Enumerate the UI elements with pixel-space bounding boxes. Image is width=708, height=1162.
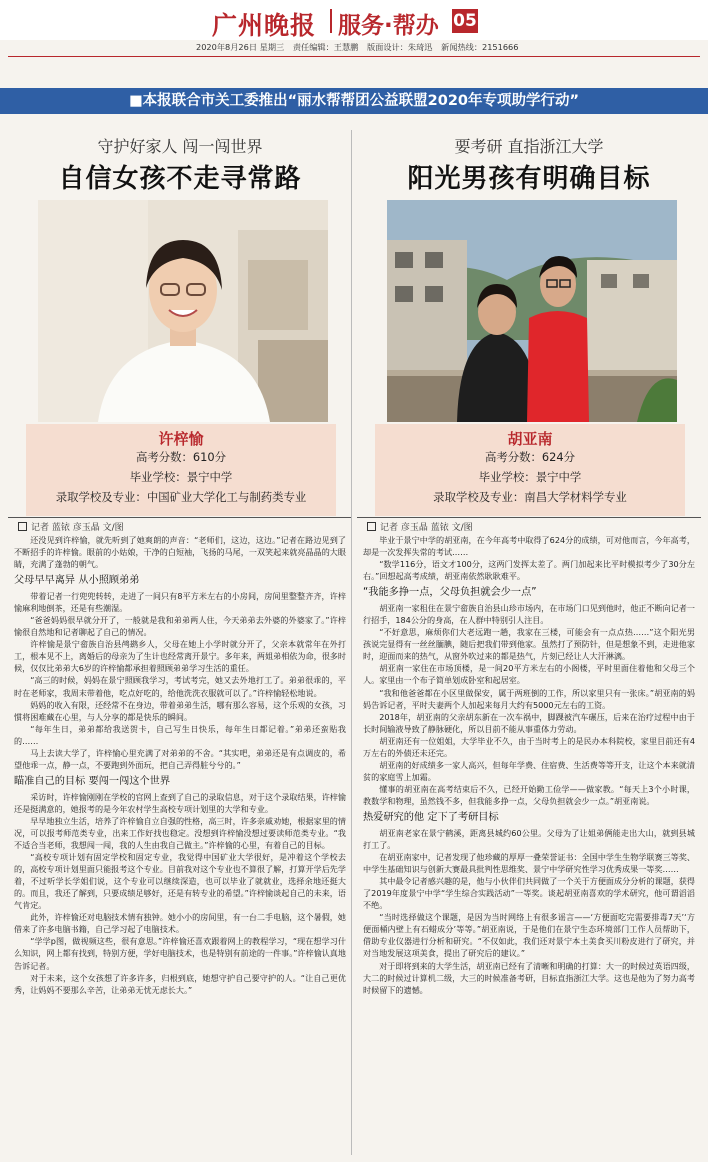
- masthead-meta: [196, 42, 524, 53]
- paragraph: “数学116分，语文才100分，这两门发挥太差了。两门加起来比平时模拟考少了30分左右。”回想起高考成绩，胡亚南依然耿耿难平。: [363, 559, 695, 582]
- paragraph: 还没见到许梓愉，就先听到了她爽朗的声音：“老师们，这边，这边。”记者在路边见到了不断招手的许梓愉。眼前的小姑娘，干净的白短袖，飞扬的马尾，一双笑起来就亮晶晶的大眼睛，充满了蓬勃的朝气。: [14, 535, 346, 570]
- subheading: 瞄准自己的目标 要闯一闯这个世界: [14, 775, 171, 787]
- student-name: 许梓愉: [158, 430, 204, 448]
- paragraph: 对于即将到来的大学生活，胡亚南已经有了清晰和明确的打算：大一的时候过英语四级，大二的时候过计算机二级，大三的时候准备考研，目标直指浙江大学。这也是他为了努力高考时候留下的遗憾。: [363, 960, 695, 995]
- kicker: 守护好家人 闯一闯世界: [97, 137, 263, 156]
- paragraph: 在胡亚南家中，记者发现了他珍藏的厚厚一叠荣誉证书：全国中学生生物学联赛三等奖、中学生基础知识与创新大赛最具批判性思维奖、景宁中学研究性学习优秀成果一等奖……: [363, 852, 695, 875]
- paragraph: 胡亚南还有一位姐姐，大学毕业不久，由于当时考上的是民办本科院校，家里目前还有4万左右的外债还未还完。: [363, 735, 695, 758]
- paragraph: “不好意思，麻烦你们大老远跑一趟，我家在三楼，可能会有一点点热……”这个阳光男孩说完显得有一丝丝腼腆，随后把我们带到他家。虽然打了预防针，但是想象不到，走进他家时，迎面而来的热气，从窗外吹过来的都是热气，片刻已经让人大汗淋漓。: [363, 627, 695, 662]
- subheading: “我能多挣一点，父母负担就会少一点”: [363, 587, 537, 599]
- headline: 阳光男孩有明确目标: [407, 164, 651, 194]
- masthead-divider: [330, 9, 332, 33]
- paragraph: 许梓愉是景宁畲族自治县鸬鹚乡人，父母在她上小学时就分开了，父亲本就常年在外打工，根本见不上，离婚后的母亲为了生计也经常离开景宁。多年来，两姐弟相依为命，很多时候，仅仅比弟弟大6岁的许梓愉都承担着照顾弟弟学习生活的重任。: [14, 639, 346, 674]
- masthead: [0, 0, 708, 40]
- paragraph: “高三的时候，妈妈在景宁照顾我学习，考试考完，她又去外地打工了。弟弟很乖的，平时在老师家，我周末带着他，吃点好吃的，给他洗洗衣服就可以了。”许梓愉轻松地说。: [14, 675, 346, 698]
- photo-boy-with-mother: [387, 200, 677, 422]
- byline: 记者 彦玉晶 蓝铱 文/图: [367, 520, 473, 533]
- graduated-school: 毕业学校：景宁中学: [129, 470, 233, 484]
- student-name: 胡亚南: [507, 430, 553, 448]
- byline-rule: [8, 517, 352, 518]
- paragraph: 胡亚南的好成绩多一家人高兴，但每年学费、住宿费、生活费等等开支，让这个本来就清贫的家庭雪上加霜。: [363, 759, 695, 782]
- layout-designer: 版面设计：朱琦迅: [366, 42, 433, 52]
- student-info-box: [26, 424, 336, 516]
- kicker: 要考研 直指浙江大学: [454, 137, 604, 156]
- paragraph: “学学p图，做视频这些，很有意思。”许梓愉还喜欢跟着网上的教程学习，“现在想学习什么知识，网上都有找到，特别方便，学好电脑技术，也是特别有前途的一件事。”许梓愉认真地告诉记者。: [14, 936, 346, 971]
- portrait-photo-girl: [38, 200, 328, 422]
- paragraph: 胡亚南一家租住在景宁畲族自治县山珍市场内，在市场门口见到他时，他正不断向记者一行招手，184公分的身高，在人群中特别引人注目。: [363, 603, 695, 626]
- masthead-rule: [8, 56, 700, 57]
- paragraph: “爸爸妈妈很早就分开了，一般就是我和弟弟两人住，今天弟弟去外婆的外婆家了。”许梓愉很自然地和记者聊起了自己的情况。: [14, 615, 346, 638]
- article-right: [357, 118, 701, 1160]
- admission-info: 录取学校及专业：中国矿业大学化工与制药类专业: [55, 490, 307, 504]
- paragraph: 早早地独立生活，培养了许梓愉自立自强的性格，高三时，许多亲戚劝她，根据家里的情况，可以报考师范类专业，出来工作好找也稳定。没想到许梓愉没想过要读师范类专业。“我不适合当老师，我想闯一闯，我的人生由我自己做主。”许梓愉的心里，有着自己的目标。: [14, 815, 346, 851]
- paragraph: 妈妈的收入有限，还经常不在身边，带着弟弟生活，哪有那么容易，这个乐观的女孩，习惯将困难藏在心里，与人分享的都是快乐的瞬间。: [14, 699, 346, 722]
- issue-date: 2020年8月26日 星期三: [196, 42, 285, 52]
- section-title: 服务·帮办: [338, 13, 439, 39]
- campaign-banner: ■本报联合市关工委推出“丽水帮帮团公益联盟2020年专项助学行动”: [0, 88, 708, 114]
- byline: 记者 蓝铱 彦玉晶 文/图: [18, 520, 124, 533]
- paragraph: 马上去读大学了，许梓愉心里充满了对弟弟的不舍。“其实吧，弟弟还是有点调皮的，希望他乖一点，静一点，不要跑到外面玩，把自己弄得脏兮兮的。”: [14, 747, 346, 770]
- paragraph: 胡亚南一家住在市场顶楼，是一间20平方米左右的小阁楼，平时里面住着他和父母三个人。家里由一个布子简单划成卧室和起居室。: [363, 663, 695, 686]
- byline-rule: [357, 517, 701, 518]
- article-body: [363, 534, 695, 996]
- paragraph: 2018年，胡亚南的父亲胡东新在一次车祸中，脚踝被汽车碾压，后来在治疗过程中由于长时间输液导致了静脉硬化，所以目前不能从事重体力劳动。: [363, 711, 695, 734]
- paragraph: “高校专项计划有固定学校和固定专业，我觉得中国矿业大学很好，是冲着这个学校去的，高校专项计划里面只能报考这个专业。目前我对这个专业也不算很了解，打算开学后先学着，不过听学长学姐们说，这个专业可以继续深造，也可以毕业了就就业，选择余地还挺大的。而且，我还了解到，只要成绩足够好，还是有转专业的希望。”许梓愉谈起自己的未来，语气肯定。: [14, 852, 346, 911]
- subheading: 热爱研究的他 定下了考研目标: [363, 811, 499, 823]
- paragraph: 带着记者一行兜兜转转，走进了一间只有8平方米左右的小房间，房间里整整齐齐，许梓愉麻利地倒茶，还是有些潮湿。: [14, 591, 346, 614]
- paragraph: 对于未来，这个女孩想了许多许多，归根到底，她想守护自己要守护的人。“让自己更优秀，让妈妈不要那么辛苦，让弟弟无忧无虑长大。”: [14, 972, 346, 995]
- admission-info: 录取学校及专业：南昌大学材料学专业: [433, 490, 627, 504]
- paragraph: 采访时，许梓愉刚刚在学校的官网上查到了自己的录取信息，对于这个录取结果，许梓愉还是挺满意的，她报考的是今年农村学生高校专项计划里的大学和专业。: [14, 791, 346, 814]
- paragraph: “每年生日，弟弟都给我送贺卡，自己写生日快乐，每年生日都记着。”弟弟还蛮贴我的……: [14, 723, 346, 746]
- paragraph: “我和他爸爸都在小区里做保安，属于两班倒的工作，所以家里只有一张床。”胡亚南的妈妈告诉记者，平时夫妻两个人加起来每月大约有5000元左右的工资。: [363, 687, 695, 710]
- page-number: 05: [453, 11, 477, 31]
- paragraph: 懂事的胡亚南在高考结束后不久，已经开始勤工俭学——做家教。“每天上3个小时课，教数学和物理，虽然钱不多，但我能多挣一点，父母负担就会少一点。”胡亚南说。: [363, 783, 695, 806]
- exam-score: 高考分数：624分: [484, 450, 576, 464]
- article-body: [14, 534, 346, 996]
- column-divider: [351, 130, 352, 1155]
- paragraph: 其中最令记者感兴趣的是，他与小伙伴们共同做了一个关于方便面成分分析的课题，获得了2019年度景宁中学“学生综合实践活动”一等奖。谈起胡亚南喜欢的学术研究，他可谓滔滔不绝。: [363, 876, 695, 911]
- exam-score: 高考分数：610分: [135, 450, 227, 464]
- paragraph: 此外，许梓愉还对电脑技术情有独钟。她小小的房间里，有一台二手电脑，这个暑假，她借来了许多电脑书籍，自己学习起了电脑技术。: [14, 912, 346, 935]
- paragraph: “当时选择做这个课题，是因为当时网络上有很多谣言——‘方便面吃完需要排毒7天’‘方便面桶内壁上有石蜡成分’等等。”胡亚南说，于是他们在景宁生态环境部门工作人员帮助下，借助专业仪器进行分析和研究。“不仅如此，我们还对景宁本土美食买川粉皮进行了研究，并对当地发展这项美食，提出了研究后的建议。”: [363, 912, 695, 959]
- paragraph: 胡亚南老家在景宁鹤溪，距离县城约60公里。父母为了让姐弟俩能走出大山，就到县城打工了。: [363, 827, 695, 851]
- responsible-editor: 责任编辑：王慧鹏: [292, 42, 359, 52]
- subheading: 父母早早离异 从小照顾弟弟: [14, 575, 140, 587]
- headline: 自信女孩不走寻常路: [58, 164, 302, 194]
- paragraph: 毕业于景宁中学的胡亚南，在今年高考中取得了624分的成绩，可对他而言，今年高考，却是一次发挥失常的考试……: [363, 535, 695, 558]
- student-info-box: [375, 424, 685, 516]
- news-hotline: 新闻热线：2151666: [441, 42, 519, 52]
- graduated-school: 毕业学校：景宁中学: [478, 470, 582, 484]
- newspaper-logo: 广州晚报: [212, 11, 317, 40]
- article-left: [8, 118, 352, 1160]
